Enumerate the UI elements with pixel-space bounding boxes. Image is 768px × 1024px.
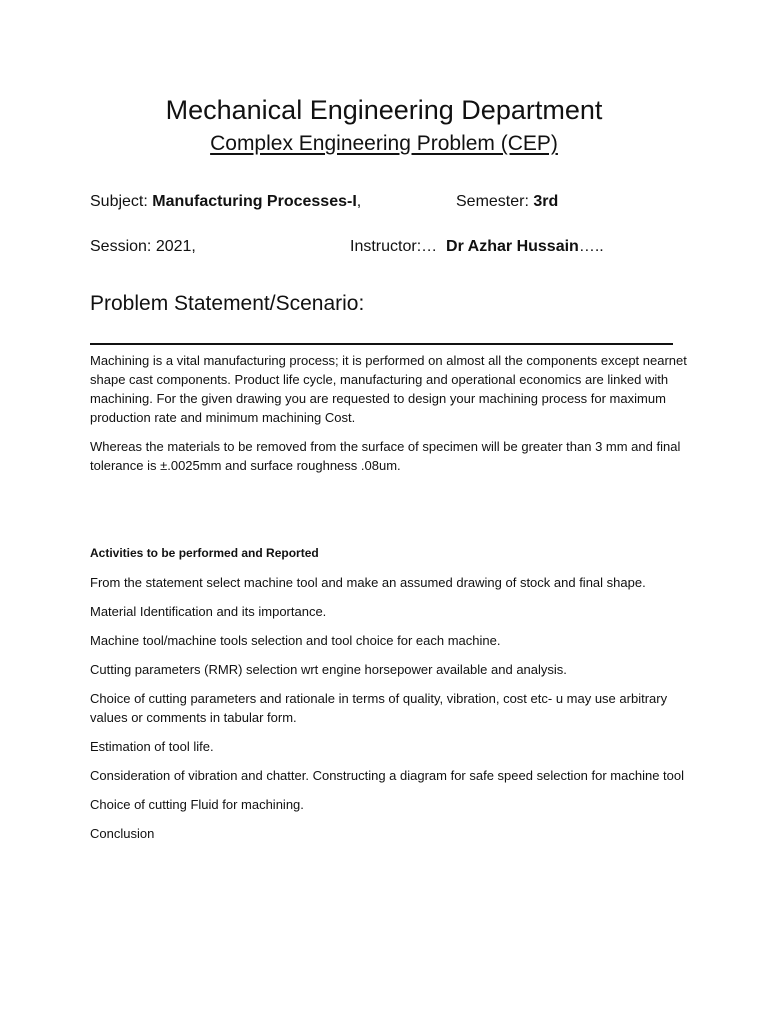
activity-item: Conclusion: [90, 826, 155, 841]
activity-item: values or comments in tabular form.: [90, 710, 297, 725]
instructor-line: [350, 236, 604, 258]
subtitle-text: Complex Engineering Problem (CEP): [210, 132, 558, 155]
instructor-value: Dr Azhar Hussain: [446, 238, 579, 255]
problem-paragraph-2: [90, 437, 690, 475]
session-line: Session: 2021,: [90, 238, 196, 255]
subject-line: [90, 191, 361, 213]
activities-heading: Activities to be performed and Reported: [90, 546, 319, 560]
paragraph-line: production rate and minimum machining Cost.: [90, 410, 356, 425]
problem-heading: Problem Statement/Scenario:: [90, 292, 365, 315]
activity-item: Estimation of tool life.: [90, 739, 214, 754]
subject-suffix: ,: [356, 193, 362, 210]
activity-item: Consideration of vibration and chatter. Constructing a diagram for safe speed selection for machine tool: [90, 768, 685, 783]
heading-underline: [90, 343, 673, 345]
semester-label: Semester:: [456, 193, 534, 210]
instructor-suffix: …..: [578, 238, 604, 255]
activity-item: Choice of cutting Fluid for machining.: [90, 797, 304, 812]
paragraph-line: Machining is a vital manufacturing process; it is performed on almost all the components except nearnet: [90, 353, 687, 368]
paragraph-line: tolerance is ±.0025mm and surface roughness .08um.: [90, 458, 401, 473]
subject-value: Manufacturing Processes-I: [152, 193, 357, 210]
semester-line: [456, 191, 558, 213]
activity-item: Cutting parameters (RMR) selection wrt engine horsepower available and analysis.: [90, 662, 567, 677]
problem-paragraph-1: [90, 351, 690, 427]
instructor-label: Instructor:…: [350, 238, 438, 255]
activity-item: From the statement select machine tool and make an assumed drawing of stock and final shape.: [90, 575, 646, 590]
semester-value: 3rd: [533, 193, 559, 210]
activity-item: Choice of cutting parameters and rationale in terms of quality, vibration, cost etc- u may use arbitrary: [90, 691, 668, 706]
paragraph-line: Whereas the materials to be removed from the surface of specimen will be greater than 3 mm and final: [90, 439, 681, 454]
paragraph-line: shape cast components. Product life cycle, manufacturing and operational economics are linked with: [90, 372, 669, 387]
page-title: Mechanical Engineering Department: [165, 95, 603, 125]
subject-label: Subject:: [90, 193, 153, 210]
activity-item: Machine tool/machine tools selection and tool choice for each machine.: [90, 633, 501, 648]
page-subtitle: [0, 130, 768, 158]
activities-section: [90, 544, 690, 853]
activity-item: Material Identification and its importance.: [90, 604, 327, 619]
paragraph-line: machining. For the given drawing you are requested to design your machining process for maximum: [90, 391, 666, 406]
